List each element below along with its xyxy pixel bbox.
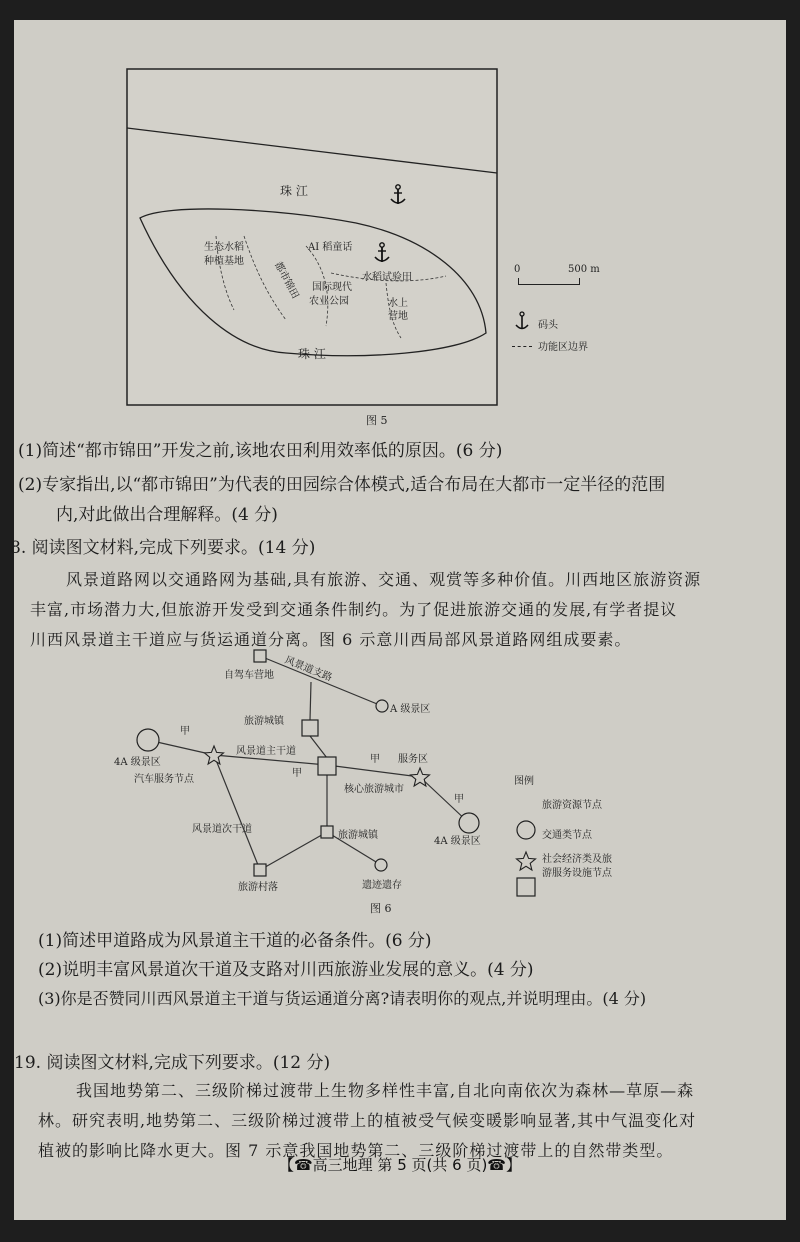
q18-sub3: (3)你是否赞同川西风景道主干道与货运通道分离?请表明你的观点,并说明理由。(4 分) [38, 989, 647, 1008]
area-label: 农业公园 [309, 296, 349, 307]
scale-zero: 0 [514, 264, 521, 275]
legend-dock: 码头 [538, 320, 558, 331]
scale-distance: 500 m [568, 264, 600, 275]
q18-sub2: (2)说明丰富风景道次干道及支路对川西旅游业发展的意义。(4 分) [38, 960, 534, 980]
tour-town-top-label: 旅游城镇 [244, 716, 284, 727]
scenic-4a-left-label: 4A 级景区 [114, 757, 161, 768]
jia-label: 甲 [454, 794, 464, 805]
a-scenic-node [376, 700, 388, 712]
figure-6-caption: 图 6 [370, 902, 392, 915]
legend-title: 图例 [514, 776, 534, 787]
area-label: 生态水稻 [204, 242, 244, 253]
q17-sub2-line2: 内,对此做出合理解释。(4 分) [56, 505, 278, 525]
area-label: 水稻试验田 [362, 272, 412, 283]
tour-village-node [254, 864, 266, 876]
boundary-line-icon [512, 346, 532, 347]
q18-paragraph-line1: 风景道路网以交通路网为基础,具有旅游、交通、观赏等多种价值。川西地区旅游资源 [66, 570, 702, 589]
tour-town-bottom-node [321, 826, 333, 838]
area-label: 都市锦田 [271, 260, 301, 301]
q19-line1: 我国地势第二、三级阶梯过渡带上生物多样性丰富,自北向南依次为森林—草原—森 [76, 1081, 695, 1100]
jia-label: 甲 [370, 754, 380, 765]
relics-node [375, 859, 387, 871]
secondary-road-label: 风景道次干道 [192, 824, 252, 835]
camp-label: 自驾车营地 [224, 670, 274, 681]
relics-label: 遗迹遗存 [362, 880, 402, 891]
scenic-4a-right-label: 4A 级景区 [434, 836, 481, 847]
legend-circle-icon [517, 821, 535, 839]
river-label-bottom: 珠 江 [298, 347, 326, 361]
page-footer: 【☎高三地理 第 5 页(共 6 页)☎】 [278, 1156, 521, 1174]
branch-road-label: 风景道支路 [283, 654, 334, 684]
area-label: 种植基地 [204, 256, 244, 267]
anchor-icon [512, 310, 532, 332]
q19-line2: 林。研究表明,地势第二、三级阶梯过渡带上的植被受气候变暖影响显著,其中气温变化对 [38, 1111, 697, 1130]
tour-village-label: 旅游村落 [238, 882, 278, 893]
q18-heading: 8. 阅读图文材料,完成下列要求。(14 分) [10, 538, 316, 558]
core-city-node [318, 757, 336, 775]
service-area-label: 服务区 [398, 754, 428, 765]
camp-node [254, 650, 266, 662]
q19-heading: 19. 阅读图文材料,完成下列要求。(12 分) [14, 1053, 331, 1073]
scenic-4a-right-node [459, 813, 479, 833]
q17-sub1: (1)简述“都市锦田”开发之前,该地农田利用效率低的原因。(6 分) [18, 441, 503, 461]
main-road-label: 风景道主干道 [236, 746, 296, 757]
legend-star-icon [517, 852, 536, 870]
jia-label: 甲 [180, 726, 190, 737]
exam-page [10, 20, 786, 1220]
scenic-4a-left-node [137, 729, 159, 751]
car-service-star-icon [205, 746, 224, 764]
legend-boundary: 功能区边界 [538, 342, 588, 353]
figure-5-caption: 图 5 [366, 414, 388, 427]
q18-sub1: (1)简述甲道路成为风景道主干道的必备条件。(6 分) [38, 931, 432, 951]
area-label: 营地 [388, 311, 408, 322]
area-label: 水上 [388, 298, 408, 309]
q18-paragraph-line2: 丰富,市场潜力大,但旅游开发受到交通条件制约。为了促进旅游交通的发展,有学者提议 [30, 600, 678, 619]
legend-square-icon [517, 878, 535, 896]
tour-town-bottom-label: 旅游城镇 [338, 830, 378, 841]
legend-social-line2: 游服务设施节点 [542, 868, 612, 879]
legend-social-line1: 社会经济类及旅 [542, 854, 612, 865]
river-label-top: 珠 江 [280, 184, 308, 198]
core-city-label: 核心旅游城市 [344, 784, 404, 795]
area-label: 国际现代 [312, 282, 352, 293]
q17-sub2-line1: (2)专家指出,以“都市锦田”为代表的田园综合体模式,适合布局在大都市一定半径的范围 [18, 475, 666, 495]
legend-resource: 旅游资源节点 [542, 800, 602, 811]
q19-line3: 植被的影响比降水更大。图 7 示意我国地势第二、三级阶梯过渡带上的自然带类型。 [38, 1141, 674, 1160]
a-scenic-label: A 级景区 [390, 704, 431, 715]
area-label: AI 稻童话 [308, 242, 353, 253]
jia-label: 甲 [292, 768, 302, 779]
scale-bar [518, 278, 580, 285]
car-service-label: 汽车服务节点 [134, 774, 194, 785]
legend-transport: 交通类节点 [542, 830, 592, 841]
q18-paragraph-line3: 川西风景道主干道应与货运通道分离。图 6 示意川西局部风景道路网组成要素。 [30, 630, 632, 649]
tour-town-top-node [302, 720, 318, 736]
